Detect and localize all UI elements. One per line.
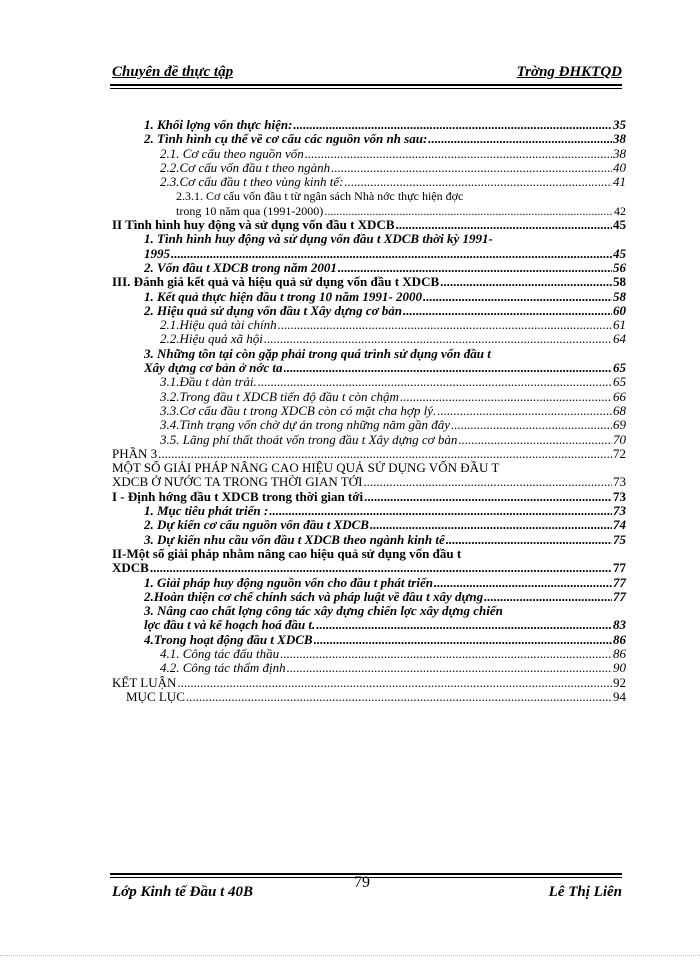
toc-entry-title: 3. Dự kiến nhu cầu vốn đầu t XDCB theo ngành kinh tế [144,532,445,547]
toc-entry-title-line1: 3. Những tồn tại còn gặp phải trong quá trình sử dụng vốn đầu t [144,345,491,361]
toc-entry-title: 2. Dự kiến cơ cấu nguồn vốn đầu t XDCB [144,518,369,533]
toc-entry-title-line1: MỘT SỐ GIẢI PHÁP NÂNG CAO HIỆU QUẢ SỬ DỤNG VỐN ĐẦU T [112,460,500,476]
dot-leader [331,161,612,175]
toc-entry-title: 2.1.Hiệu quả tài chính [160,318,277,333]
toc-entry-line2 [112,561,626,575]
toc-entry-title: trong 10 năm qua (1991-2000) [176,203,324,218]
toc-entry-title: 3.1.Đầu t dàn trải. [160,375,257,390]
toc-entry-title: 1. Giải pháp huy động nguồn vốn cho đầu t phát triển [144,575,433,590]
dot-leader [428,132,612,146]
toc-entry-page: 66 [613,388,626,404]
toc-entry-title: 1. Khối lợng vốn thực hiện: [144,118,293,132]
dot-leader [338,261,612,275]
toc-entry-line2 [112,475,626,489]
toc-entry-page: 40 [613,159,626,175]
dot-leader [158,447,612,461]
dot-leader [437,404,612,418]
dot-leader [269,504,612,518]
toc-entry [112,232,626,261]
toc-entry-page: 56 [613,259,626,275]
toc-entry-page: 61 [613,317,626,333]
toc-entry-title: 2.3.Cơ cấu đầu t theo vùng kinh tế: [160,175,344,190]
toc-entry [112,332,626,346]
toc-entry-title: 2.2.Cơ cấu vốn đầu t theo ngành [160,160,331,175]
toc-entry-page: 86 [613,645,626,661]
toc-entry-page: 42 [614,203,626,218]
toc-entry [112,576,626,590]
dot-leader [293,118,612,132]
toc-entry-page: 90 [613,660,626,676]
toc-entry-page: 38 [613,145,626,161]
header-left: Chuyên đề thực tập [112,64,234,80]
toc-entry [112,175,626,189]
toc-entry-page: 68 [613,402,626,418]
toc-entry-title: 1995 [144,246,170,261]
dot-leader [305,147,612,161]
toc-entry-title: 4.2. Công tác thẩm định [160,661,286,676]
dot-leader [280,647,612,661]
toc-entry-title: 3.4.Tình trạng vốn chờ dự án trong những năm gần đây [160,418,451,433]
toc-entry [112,261,626,275]
toc-entry-title: 4.Trong hoạt động đầu t XDCB [144,632,313,647]
toc-entry [112,275,626,289]
toc-entry [112,647,626,661]
toc-entry [112,447,626,461]
toc-entry-title: II Tình hình huy động và sử dụng vốn đầu t XDCB [112,218,395,233]
toc-entry [112,118,626,132]
toc-entry [112,418,626,432]
toc-entry [112,461,626,490]
toc-entry-page: 77 [613,560,626,576]
toc-entry [112,290,626,304]
toc-entry [112,690,626,704]
toc-entry-line2 [144,247,626,261]
toc-entry-title: 2. Hiệu quả sử dụng vốn đầu t Xây dựng cơ bản [144,303,403,318]
dot-leader [314,633,612,647]
toc-entry-title: XDCB Ở NƯỚC TA TRONG THỜI GIAN TỚI [112,475,363,490]
toc-entry [112,304,626,318]
table-of-contents [112,118,626,704]
toc-entry-page: 72 [613,445,626,461]
dot-leader [177,676,612,690]
toc-entry [112,390,626,404]
dot-leader [400,390,612,404]
toc-entry-title: 1. Mục tiêu phát triển : [144,504,269,519]
toc-entry [112,147,626,161]
dot-leader [396,218,612,232]
toc-entry-page: 45 [613,245,626,261]
toc-entry-title: 2. Vốn đầu t XDCB trong năm 2001 [144,260,337,275]
toc-entry [112,533,626,547]
dot-leader [284,361,613,375]
toc-entry-title: 3.5. Lãng phí thất thoát vốn trong đầu t Xây dựng cơ bản [160,432,458,447]
toc-entry [112,347,626,376]
toc-entry-line2 [144,361,626,375]
page-number: 79 [354,874,370,891]
footer-right: Lê Thị Liên [548,884,622,900]
toc-entry-page: 58 [613,274,626,290]
toc-entry [112,504,626,518]
toc-entry-page: 65 [613,374,626,390]
toc-entry-title: 2. Tình hình cụ thể về cơ cấu các nguồn vốn nh sau: [144,132,428,147]
toc-entry-page: 73 [613,503,626,519]
toc-entry [112,189,626,218]
toc-entry-page: 69 [613,417,626,433]
toc-entry [112,132,626,146]
dot-leader [186,690,612,704]
toc-entry [112,218,626,232]
dot-leader [264,332,612,346]
toc-entry-line2 [176,204,626,218]
dot-leader [324,204,613,218]
dot-leader [446,533,612,547]
toc-entry [112,676,626,690]
toc-entry [112,161,626,175]
dot-leader [451,418,612,432]
toc-entry-title: KẾT LUẬN [112,675,177,690]
toc-entry-page: 77 [613,574,626,590]
dot-leader [403,304,612,318]
dot-leader [316,618,612,632]
toc-entry [112,633,626,647]
toc-entry-title: XDCB [112,561,149,576]
toc-entry-title: PHẦN 3 [112,446,158,461]
toc-entry-line2 [144,618,626,632]
dot-leader [440,275,612,289]
toc-entry [112,433,626,447]
toc-entry-page: 41 [613,174,626,190]
dot-leader [258,375,612,389]
dot-leader [171,247,612,261]
toc-entry-title: 3.3.Cơ cấu đầu t trong XDCB còn có mặt cha hợp lý. [160,403,437,418]
dot-leader [287,661,612,675]
toc-entry-page: 38 [613,131,626,147]
toc-entry-title: 3.2.Trong đầu t XDCB tiến độ đầu t còn chậm [160,389,399,404]
dot-leader [434,576,612,590]
toc-entry-page: 60 [613,302,626,318]
toc-entry-page: 92 [613,674,626,690]
toc-entry [112,404,626,418]
dot-leader [364,490,612,504]
toc-entry-page: 73 [613,474,626,490]
toc-entry-page: 45 [613,217,626,233]
toc-entry-title-line1: 3. Nâng cao chất lợng công tác xây dựng chiến lợc xây dựng chiến [144,603,503,619]
header-rule [110,84,622,86]
dot-leader [150,561,612,575]
toc-entry [112,604,626,633]
toc-entry-title: 4.1. Công tác đấu thầu [160,646,280,661]
dot-leader [278,318,612,332]
toc-entry-page: 77 [613,588,626,604]
toc-entry [112,518,626,532]
toc-entry-title: 1. Kết quả thực hiện đầu t trong 10 năm 1991- 2000 [144,289,422,304]
toc-entry-page: 86 [613,631,626,647]
toc-entry [112,590,626,604]
toc-entry-title-line1: 2.3.1. Cơ cấu vốn đầu t từ ngân sách Nhà nớc thực hiện đợc [176,189,464,204]
toc-entry-page: 35 [613,117,626,132]
toc-entry-title: Xây dựng cơ bản ở nớc ta [144,361,283,376]
toc-entry-page: 64 [613,331,626,347]
dot-leader [423,290,612,304]
dot-leader [363,475,612,489]
toc-entry-page: 58 [613,288,626,304]
dot-leader [484,590,612,604]
dot-leader [458,433,612,447]
toc-entry-page: 74 [613,517,626,533]
toc-entry [112,318,626,332]
toc-entry-page: 75 [613,531,626,547]
toc-entry-title: III. Đánh giá kết quả và hiệu quả sử dụng vốn đầu t XDCB [112,275,440,290]
toc-entry-title: MỤC LỤC [126,689,185,704]
header-rule-thin [110,88,622,89]
toc-entry-title: I - Định hớng đầu t XDCB trong thời gian tới [112,489,364,504]
toc-entry-title: 2.Hoàn thiện cơ chế chính sách và pháp luật về đầu t xây dựng [144,589,484,604]
page-footer [110,874,622,900]
dot-leader [370,518,612,532]
toc-entry-title: lợc đầu t và kế hoạch hoá đầu t. [144,618,316,633]
page-edge [0,955,700,956]
toc-entry-page: 83 [613,617,626,633]
toc-entry [112,375,626,389]
toc-entry [112,547,626,576]
toc-entry-page: 70 [613,431,626,447]
toc-entry [112,661,626,675]
toc-entry-title: 2.1. Cơ cấu theo nguồn vốn [160,146,304,161]
toc-entry-title-line1: II-Một số giải pháp nhằm nâng cao hiệu quả sử dụng vốn đầu t [112,545,462,561]
toc-entry-page: 65 [613,360,626,376]
dot-leader [345,175,613,189]
toc-entry [112,490,626,504]
footer-left: Lớp Kinh tế Đầu t 40B [112,884,253,900]
page-header [110,64,622,84]
toc-entry-title-line1: 1. Tình hình huy động và sử dụng vốn đầu t XDCB thời kỳ 1991- [144,231,493,247]
toc-entry-title: 2.2.Hiệu quả xã hội [160,332,263,347]
toc-entry-page: 73 [613,488,626,504]
toc-entry-page: 94 [613,688,626,704]
header-right: Trờng ĐHKTQD [516,64,622,80]
